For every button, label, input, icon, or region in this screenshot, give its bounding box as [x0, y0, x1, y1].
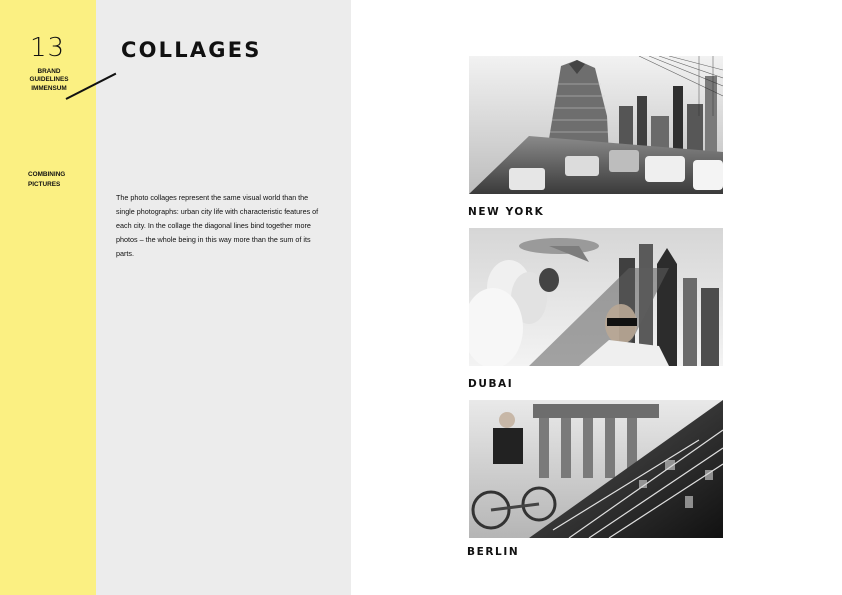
brand-label — [26, 68, 72, 93]
city-caption-new-york: NEW YORK — [468, 206, 545, 218]
page-number: 13 — [30, 33, 66, 63]
grey-panel — [96, 0, 351, 595]
brand-line: BRAND — [37, 68, 61, 75]
dubai-collage-image — [469, 228, 723, 366]
section-label — [28, 170, 65, 189]
city-caption-dubai: DUBAI — [468, 378, 514, 390]
berlin-collage-image — [469, 400, 723, 538]
page-title: COLLAGES — [121, 38, 262, 62]
new-york-collage-image — [469, 56, 723, 194]
section-label-line: COMBINING — [28, 171, 66, 178]
brand-line: GUIDELINES — [29, 76, 69, 84]
body-paragraph: The photo collages represent the same visual world than the single photographs: urban city life with characteristic features of each city. In the collage the diagonal lines bind together more photos – the whole being in this way more than the sum of its parts. — [116, 193, 319, 258]
brand-line: IMMENSUM — [31, 84, 67, 92]
section-label-line: PICTURES — [28, 180, 61, 188]
city-caption-berlin: BERLIN — [467, 546, 520, 558]
